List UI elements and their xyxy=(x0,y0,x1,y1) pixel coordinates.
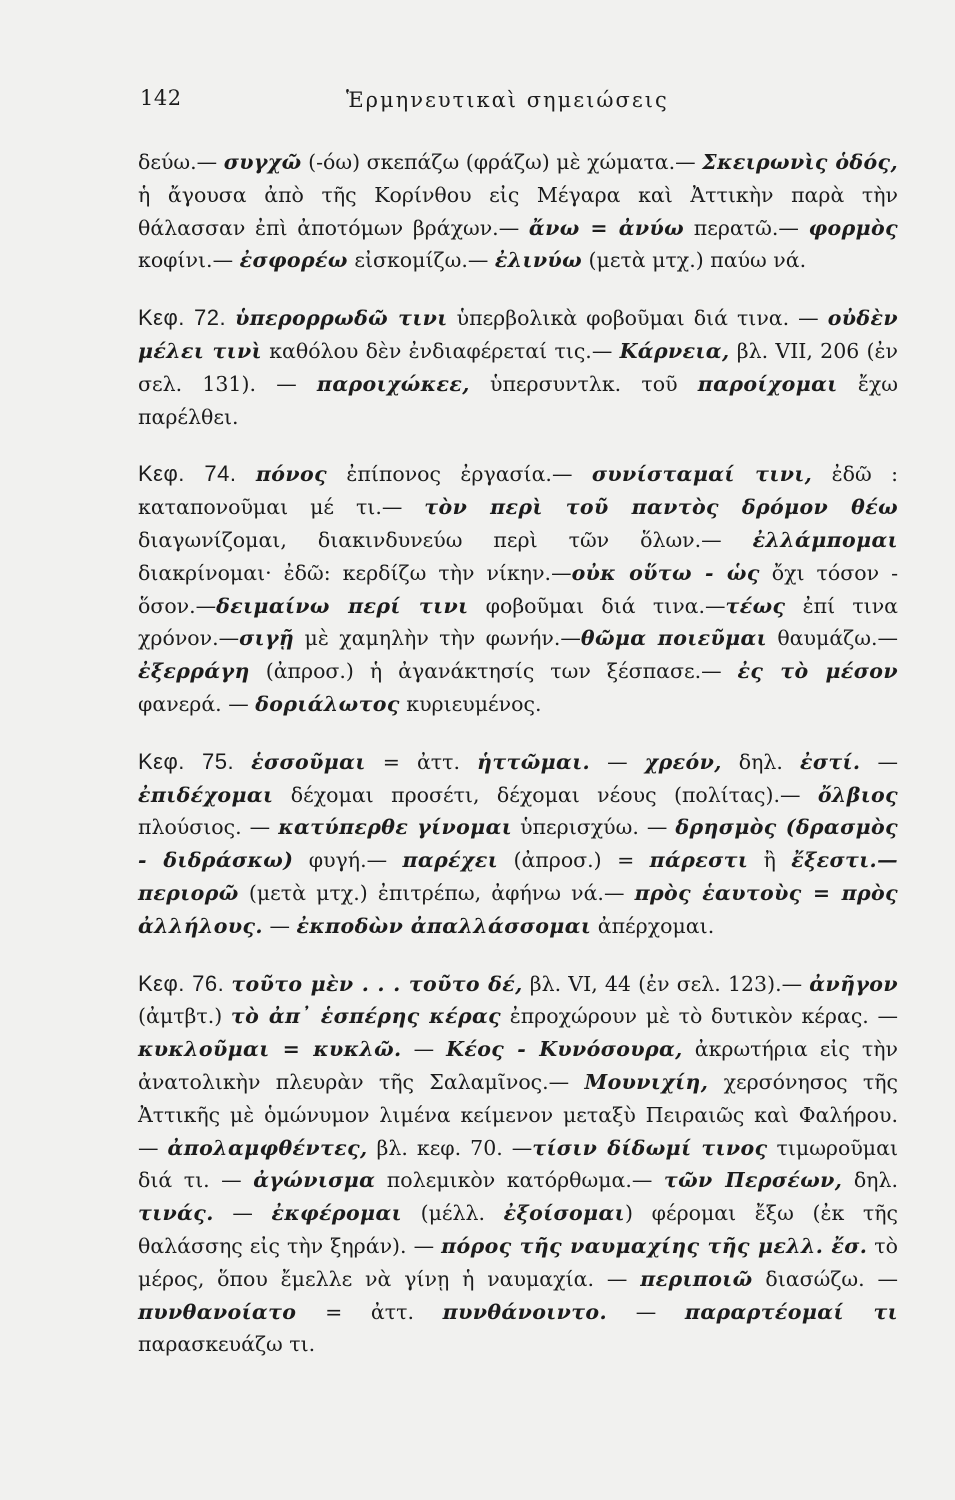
headword: παρέχει xyxy=(402,848,499,873)
gloss-text: δηλ. xyxy=(721,749,800,774)
gloss-text: θαυμάζω.— xyxy=(767,626,898,651)
headword: πρὸς ἑαυτοὺς = πρὸς ἀλλήλους. xyxy=(138,880,898,938)
gloss-text: (ἀπροσ.) = xyxy=(498,848,650,873)
commentary-paragraph xyxy=(138,968,898,1362)
headword: οὐδὲν μέλει τινὶ xyxy=(138,306,898,363)
headword: δοριάλωτος xyxy=(255,691,400,716)
commentary-paragraph xyxy=(138,146,898,277)
headword: κατύπερθε γίνομαι xyxy=(278,815,513,840)
gloss-text: δηλ. xyxy=(842,1168,898,1193)
commentary-paragraph xyxy=(138,458,898,720)
gloss-text: πολεμικὸν κατόρθωμα.— xyxy=(375,1168,664,1193)
page-header xyxy=(140,86,900,120)
gloss-text: ἐπί τινα χρόνον.— xyxy=(138,593,899,651)
gloss-text: ὑπερσυντλκ. τοῦ xyxy=(469,371,698,396)
commentary-paragraph xyxy=(138,302,898,433)
headword: πυνθάνοιντο. xyxy=(442,1299,608,1324)
gloss-text: δεύω.— xyxy=(138,150,224,174)
headword: φορμὸς xyxy=(808,215,898,240)
headword: ἡττῶμαι. xyxy=(477,749,591,774)
gloss-text: = ἀττ. xyxy=(296,1299,443,1324)
gloss-text: (ἀπροσ.) ἡ ἀγανάκτησίς των ξέσπασε.— xyxy=(249,659,738,684)
headword: ὄλβιος xyxy=(817,782,898,807)
headword: ἐξοίσομαι xyxy=(503,1201,625,1226)
gloss-text: διακρίνομαι· ἐδῶ: κερδίζω τὴν νίκην.— xyxy=(138,560,572,585)
gloss-text: — xyxy=(607,1299,685,1324)
gloss-text: ἀπέρχομαι. xyxy=(591,913,715,938)
gloss-text: (μετὰ μτχ.) παύω νά. xyxy=(581,248,807,273)
headword: σιγῇ xyxy=(239,626,295,651)
headword: ἄνω = ἀνύω xyxy=(528,215,685,240)
gloss-text: — xyxy=(401,1037,447,1062)
headword: περιποιῶ xyxy=(640,1266,753,1291)
gloss-text: χερσόνησος τῆς Ἀττικῆς μὲ ὁμώνυμον λιμένα κείμενον μεταξὺ Πειραιῶς καὶ Φαλήρου. — xyxy=(138,1069,898,1160)
headword: Μουνιχίη, xyxy=(584,1069,709,1094)
gloss-text: εἰσκομίζω.— xyxy=(347,248,495,273)
gloss-text: = ἀττ. xyxy=(365,749,478,774)
headword: Σκειρωνὶς ὁδός, xyxy=(702,150,898,174)
gloss-text: ὑπερισχύω. — xyxy=(512,815,676,840)
headword: πυνθανοίατο xyxy=(138,1299,297,1324)
commentary-paragraph xyxy=(138,746,898,943)
headword: ἐκποδὼν ἀπαλλάσσομαι xyxy=(296,913,592,938)
headword: χρεόν, xyxy=(644,749,722,774)
chapter-label: Κεφ. 76. xyxy=(138,970,225,996)
gloss-text: ὑπερβολικὰ φοβοῦμαι διά τινα. — xyxy=(447,306,828,331)
gloss-text: περατῶ.— xyxy=(684,215,809,240)
gloss-text: φοβοῦμαι διά τινα.— xyxy=(468,593,726,618)
running-title: Ἑρμηνευτικαὶ σημειώσεις xyxy=(346,88,669,112)
gloss-text: ὄχι τόσον - ὅσον.— xyxy=(138,560,898,618)
headword: πόνος xyxy=(255,462,327,487)
chapter-label: Κεφ. 74. xyxy=(138,461,237,487)
gloss-text: κοφίνι.— xyxy=(138,248,240,273)
gloss-text: μὲ χαμηλὴν τὴν φωνήν.— xyxy=(294,626,581,651)
gloss-text: (-όω) σκεπάζω (φράζω) μὲ χώματα.— xyxy=(301,150,703,174)
headword: τὸ ἀπ᾿ ἑσπέρης κέρας xyxy=(230,1004,502,1029)
headword: κυκλοῦμαι = κυκλῶ. xyxy=(138,1037,402,1062)
headword: πάρεστι xyxy=(649,848,749,873)
gloss-text: — xyxy=(590,749,645,774)
gloss-text: (μετὰ μτχ.) ἐπιτρέπω, ἀφήνω νά.— xyxy=(238,880,635,905)
headword: τίσιν δίδωμί τινος xyxy=(532,1135,768,1160)
headword: τῶν Περσέων, xyxy=(663,1168,843,1193)
gloss-text: φυγή.— xyxy=(293,848,403,873)
gloss-text: (μέλλ. xyxy=(401,1201,504,1226)
headword: παραρτέομαί τι xyxy=(684,1299,898,1324)
headword: δειμαίνω περί τινι xyxy=(216,593,469,618)
headword: θῶμα ποιεῦμαι xyxy=(580,626,767,651)
gloss-text: καθόλου δὲν ἐνδιαφέρεταί τις.— xyxy=(261,338,620,363)
headword: τὸν περὶ τοῦ παντὸς δρόμον θέω xyxy=(424,495,899,520)
gloss-text: διασώζω. — xyxy=(752,1266,899,1291)
gloss-text: βλ. κεφ. 70. — xyxy=(367,1135,533,1160)
headword: ἐλινύω xyxy=(494,248,582,273)
headword: τοῦτο μὲν . . . τοῦτο δέ, xyxy=(231,971,523,996)
headword: συνίσταμαί τινι, xyxy=(591,462,813,487)
gloss-text: (ἀμτβτ.) xyxy=(138,1004,231,1029)
headword: παροιχώκεε, xyxy=(316,371,470,396)
gloss-text: δέχομαι προσέτι, δέχομαι νέους (πολίτας).— xyxy=(273,782,818,807)
gloss-text: φανερά. — xyxy=(138,691,256,716)
headword: παροίχομαι xyxy=(697,371,838,396)
chapter-label: Κεφ. 75. xyxy=(138,748,235,774)
headword: ἀνῆγον xyxy=(809,971,898,996)
gloss-text: — xyxy=(213,1201,272,1226)
headword: Κάρνεια, xyxy=(619,338,730,363)
headword: τινάς. xyxy=(138,1201,214,1226)
gloss-text: διαγωνίζομαι, διακινδυνεύω περὶ τῶν ὅλων.— xyxy=(138,527,753,552)
headword: οὐκ οὕτω - ὡς xyxy=(571,560,760,585)
gloss-text: ἀκρωτήρια εἰς τὴν ἀνατολικὴν πλευρὰν τῆς Σαλαμῖνος.— xyxy=(138,1037,898,1094)
gloss-text: βλ. VI, 44 (ἐν σελ. 123).— xyxy=(522,971,810,996)
commentary-text xyxy=(138,146,898,1361)
headword: δρησμὸς (δρασμὸς - διδράσκω) xyxy=(138,815,898,873)
gloss-text: ἡ ἄγουσα ἀπὸ τῆς Κορίνθου εἰς Μέγαρα καὶ Ἀττικὴν παρὰ τὴν θάλασσαν ἐπὶ ἀποτόμων βράχων.— xyxy=(138,182,898,240)
headword: ἐλλάμπομαι xyxy=(752,527,898,552)
headword: πόρος τῆς ναυμαχίης τῆς μελλ. ἔσ. xyxy=(441,1233,868,1258)
gloss-text: ἐπίπονος ἐργασία.— xyxy=(326,462,592,487)
gloss-text: παρασκευάζω τι. xyxy=(138,1332,316,1357)
gloss-text: τιμωροῦμαι διά τι. — xyxy=(138,1135,898,1193)
gloss-text: τὸ μέρος, ὅπου ἔμελλε νὰ γίνῃ ἡ ναυμαχία. — xyxy=(138,1233,898,1291)
headword: Κέος - Κυνόσουρα, xyxy=(446,1037,683,1062)
gloss-text: ἐπροχώρουν μὲ τὸ δυτικὸν κέρας. — xyxy=(501,1004,898,1029)
chapter-label: Κεφ. 72. xyxy=(138,305,227,331)
headword: ἐσφορέω xyxy=(239,248,348,273)
headword: ἐκφέρομαι xyxy=(271,1201,402,1226)
headword: ὑπερορρωδῶ τινι xyxy=(235,306,448,331)
headword: ἐξερράγη xyxy=(138,659,250,684)
headword: ἀγώνισμα xyxy=(253,1168,376,1193)
gloss-text: βλ. VII, 206 (ἐν σελ. 131). — xyxy=(138,338,898,396)
page-number: 142 xyxy=(140,86,182,110)
headword: ἐς τὸ μέσον xyxy=(737,659,898,684)
gloss-text: κυριευμένος. xyxy=(399,691,542,716)
gloss-text: — xyxy=(860,749,898,774)
headword: συγχῶ xyxy=(223,150,302,174)
headword: ἔξεστι.— περιορῶ xyxy=(138,848,898,905)
headword: ἐπιδέχομαι xyxy=(138,782,274,807)
headword: τέως xyxy=(725,593,786,618)
gloss-text: ) φέρομαι ἔξω (ἐκ τῆς θαλάσσης εἰς τὴν ξηράν). — xyxy=(138,1201,898,1258)
gloss-text: πλούσιος. — xyxy=(138,815,279,840)
headword: ἑσσοῦμαι xyxy=(251,749,366,774)
gloss-text: — xyxy=(262,913,297,938)
headword: ἀπολαμφθέντες, xyxy=(167,1135,368,1160)
gloss-text: ἔχω παρέλθει. xyxy=(138,371,898,429)
gloss-text: ἐδῶ : καταπονοῦμαι μέ τι.— xyxy=(138,462,898,520)
headword: ἐστί. xyxy=(799,749,861,774)
gloss-text: ἢ xyxy=(748,848,792,873)
